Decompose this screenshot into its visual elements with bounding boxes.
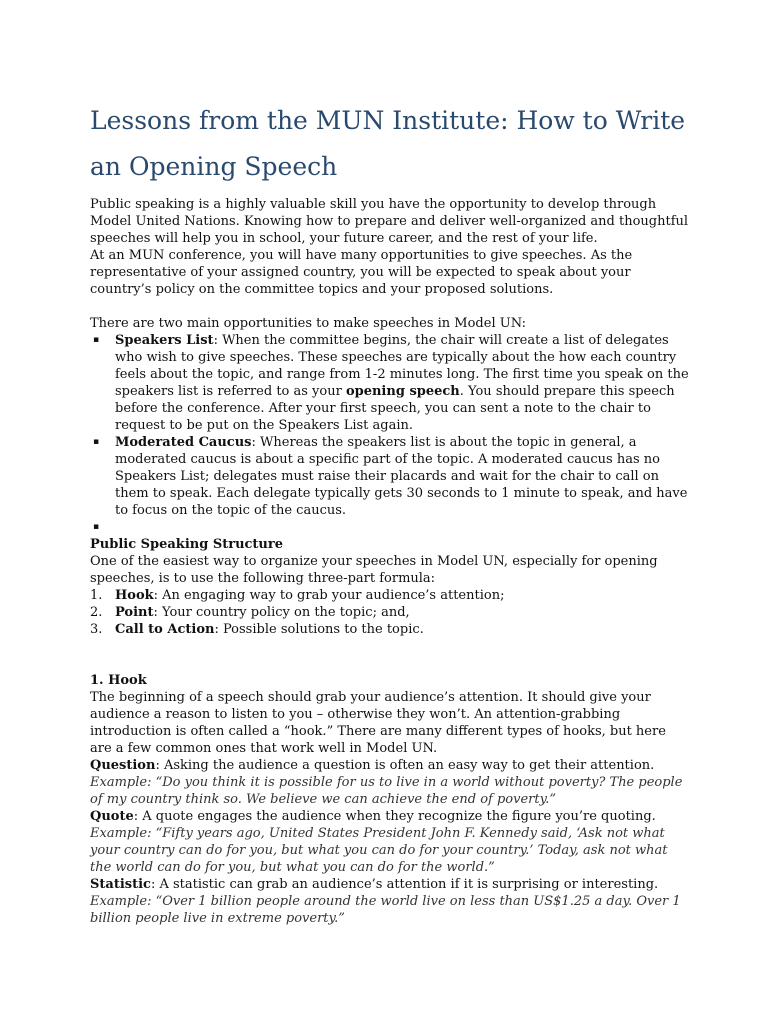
list-item-text: : When the committee begins, the chair will create a list of delegates who wish to give speeches. These speeches are typically about the how each country feels about the topic, and range from 1-2 minutes long. The first time you speak on the speakers list is referred to as your — [115, 333, 689, 399]
list-item-call-to-action — [90, 621, 690, 638]
bullet-marker: ▪ — [93, 437, 100, 447]
hook-intro: The beginning of a speech should grab your audience’s attention. It should give your audience a reason to listen to you – otherwise they won’t. An attention-grabbing introduction is often called a “hook.” There are many different types of hooks, but here are a few common ones that work well in Model UN. — [90, 690, 666, 756]
step-term: Point — [115, 605, 154, 620]
step-text: : Your country policy on the topic; and, — [153, 605, 410, 620]
paragraph-gap — [90, 638, 690, 655]
structure-intro: One of the easiest way to organize your speeches in Model UN, especially for opening speeches, is to use the following three-part formula: — [90, 554, 658, 586]
list-item-text: . You should prepare this speech before the conference. After your first speech, you can sent a note to the chair to request to be put on the Speakers List again. — [115, 384, 675, 433]
step-number: 1. — [90, 588, 103, 603]
hook-type-text: : A quote engages the audience when they recognize the figure you’re quoting. — [133, 809, 656, 824]
list-item-speakers-list — [90, 332, 690, 434]
step-number: 2. — [90, 605, 103, 620]
step-text: : Possible solutions to the topic. — [214, 622, 424, 637]
term-moderated-caucus: Moderated Caucus — [115, 435, 252, 450]
hook-type-term: Quote — [90, 809, 134, 824]
bullet-marker: ▪ — [93, 522, 100, 532]
hook-type-quote — [90, 808, 690, 825]
paragraph-gap — [90, 655, 690, 672]
term-speakers-list: Speakers List — [115, 333, 214, 348]
step-text: : An engaging way to grab your audience’s attention; — [153, 588, 505, 603]
example-statistic: Example: “Over 1 billion people around the world live on less than US$1.25 a day. Over 1 billion people live in extreme poverty.” — [90, 894, 681, 926]
hook-type-statistic — [90, 876, 690, 893]
hook-type-text: : Asking the audience a question is often an easy way to get their attention. — [155, 758, 655, 773]
bullet-marker: ▪ — [93, 335, 100, 345]
list-item-hook — [90, 587, 690, 604]
list-item-empty — [90, 519, 690, 536]
intro-paragraph-3: There are two main opportunities to make speeches in Model UN: — [90, 316, 526, 331]
intro-paragraph-1: Public speaking is a highly valuable skill you have the opportunity to develop through Model United Nations. Knowing how to prepare and deliver well-organized and thoughtful speeches will help you in school, your future career, and the rest of your life. — [90, 197, 689, 246]
list-item-moderated-caucus — [90, 434, 690, 519]
hook-type-text: : A statistic can grab an audience’s attention if it is surprising or interesting. — [150, 877, 659, 892]
term-opening-speech: opening speech — [345, 384, 460, 399]
document-page — [90, 98, 690, 927]
step-term: Hook — [115, 588, 154, 603]
step-term: Call to Action — [115, 622, 215, 637]
hook-type-term: Statistic — [90, 877, 151, 892]
document-title: Lessons from the MUN Institute: How to Write an Opening Speech — [90, 106, 686, 181]
opportunities-list — [90, 332, 690, 536]
hook-heading: 1. Hook — [90, 673, 147, 688]
structure-heading: Public Speaking Structure — [90, 537, 284, 552]
list-item-point — [90, 604, 690, 621]
hook-type-term: Question — [90, 758, 156, 773]
example-question: Example: “Do you think it is possible for us to live in a world without poverty? The people of my country think so. We believe we can achieve the end of poverty.” — [90, 775, 683, 807]
example-quote: Example: “Fifty years ago, United States President John F. Kennedy said, ‘Ask not what your country can do for you, but what you can do for your country.’ Today, ask not what the world can do for you, but what you can do for the world.” — [90, 826, 668, 875]
structure-steps-list — [90, 587, 690, 638]
paragraph-gap — [90, 298, 690, 315]
hook-type-question — [90, 757, 690, 774]
list-item-text: : Whereas the speakers list is about the topic in general, a moderated caucus is about a specific part of the topic. A moderated caucus has no Speakers List; delegates must raise their placards and wait for the chair to call on them to speak. Each delegate typically gets 30 seconds to 1 minute to speak, and have to focus on the topic of the caucus. — [115, 435, 688, 518]
intro-paragraph-2: At an MUN conference, you will have many opportunities to give speeches. As the representative of your assigned country, you will be expected to speak about your country’s policy on the committee topics and your proposed solutions. — [90, 248, 633, 297]
step-number: 3. — [90, 622, 103, 637]
